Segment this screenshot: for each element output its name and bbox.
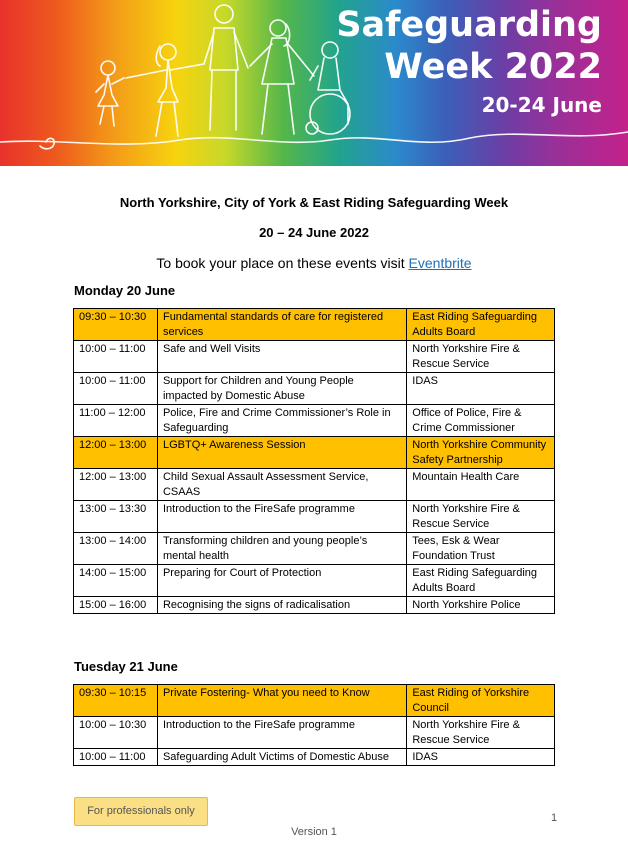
session-time: 13:00 – 14:00 (74, 533, 158, 565)
schedule-row (74, 405, 555, 437)
header-banner (0, 0, 628, 166)
schedule-row (74, 717, 555, 749)
schedule-row (74, 533, 555, 565)
session-organiser: North Yorkshire Fire & Rescue Service (407, 501, 555, 533)
session-time: 10:00 – 10:30 (74, 717, 158, 749)
banner-title (336, 4, 602, 120)
page-number: 1 (551, 812, 558, 824)
schedule-row (74, 437, 555, 469)
booking-line (0, 255, 628, 271)
schedule-table-tuesday (73, 684, 555, 766)
booking-text: To book your place on these events visit (156, 255, 409, 271)
session-organiser: Tees, Esk & Wear Foundation Trust (407, 533, 555, 565)
page-title: North Yorkshire, City of York & East Riding Safeguarding Week (119, 195, 509, 210)
session-time: 15:00 – 16:00 (74, 597, 158, 614)
session-title: Preparing for Court of Protection (157, 565, 406, 597)
session-organiser: IDAS (407, 373, 555, 405)
session-title: Introduction to the FireSafe programme (157, 717, 406, 749)
schedule-row (74, 469, 555, 501)
session-organiser: North Yorkshire Fire & Rescue Service (407, 341, 555, 373)
session-time: 12:00 – 13:00 (74, 469, 158, 501)
session-title: Introduction to the FireSafe programme (157, 501, 406, 533)
session-time: 10:00 – 11:00 (74, 373, 158, 405)
session-organiser: IDAS (407, 749, 555, 766)
session-title: Fundamental standards of care for registered services (157, 309, 406, 341)
session-title: Police, Fire and Crime Commissioner’s Role in Safeguarding (157, 405, 406, 437)
session-time: 09:30 – 10:15 (74, 685, 158, 717)
session-organiser: North Yorkshire Fire & Rescue Service (407, 717, 555, 749)
session-time: 12:00 – 13:00 (74, 437, 158, 469)
session-title: LGBTQ+ Awareness Session (157, 437, 406, 469)
banner-title-line2: Week 2022 (384, 47, 602, 87)
session-time: 10:00 – 11:00 (74, 749, 158, 766)
professionals-only-badge: For professionals only (74, 797, 208, 826)
session-title: Safe and Well Visits (157, 341, 406, 373)
session-title: Safeguarding Adult Victims of Domestic Abuse (157, 749, 406, 766)
banner-dates: 20-24 June (481, 93, 602, 117)
schedule-row (74, 373, 555, 405)
schedule-row (74, 597, 555, 614)
day-title-monday: Monday 20 June (74, 283, 176, 298)
event-dates: 20 – 24 June 2022 (259, 225, 369, 240)
session-title: Support for Children and Young People impacted by Domestic Abuse (157, 373, 406, 405)
session-organiser: Office of Police, Fire & Crime Commissioner (407, 405, 555, 437)
session-title: Transforming children and young people’s mental health (157, 533, 406, 565)
session-organiser: North Yorkshire Community Safety Partnership (407, 437, 555, 469)
schedule-row (74, 565, 555, 597)
schedule-row (74, 749, 555, 766)
session-title: Private Fostering- What you need to Know (157, 685, 406, 717)
session-time: 09:30 – 10:30 (74, 309, 158, 341)
schedule-row (74, 309, 555, 341)
schedule-row (74, 341, 555, 373)
session-organiser: East Riding Safeguarding Adults Board (407, 565, 555, 597)
session-time: 13:00 – 13:30 (74, 501, 158, 533)
day-title-tuesday: Tuesday 21 June (74, 659, 178, 674)
schedule-row (74, 685, 555, 717)
schedule-row (74, 501, 555, 533)
session-time: 14:00 – 15:00 (74, 565, 158, 597)
banner-title-line1: Safeguarding (336, 5, 602, 45)
session-organiser: East Riding of Yorkshire Council (407, 685, 555, 717)
session-organiser: East Riding Safeguarding Adults Board (407, 309, 555, 341)
session-time: 11:00 – 12:00 (74, 405, 158, 437)
version-label: Version 1 (291, 826, 337, 838)
session-title: Child Sexual Assault Assessment Service, CSAAS (157, 469, 406, 501)
session-time: 10:00 – 11:00 (74, 341, 158, 373)
session-title: Recognising the signs of radicalisation (157, 597, 406, 614)
session-organiser: North Yorkshire Police (407, 597, 555, 614)
session-organiser: Mountain Health Care (407, 469, 555, 501)
schedule-table-monday (73, 308, 555, 614)
eventbrite-link[interactable]: Eventbrite (408, 255, 472, 271)
